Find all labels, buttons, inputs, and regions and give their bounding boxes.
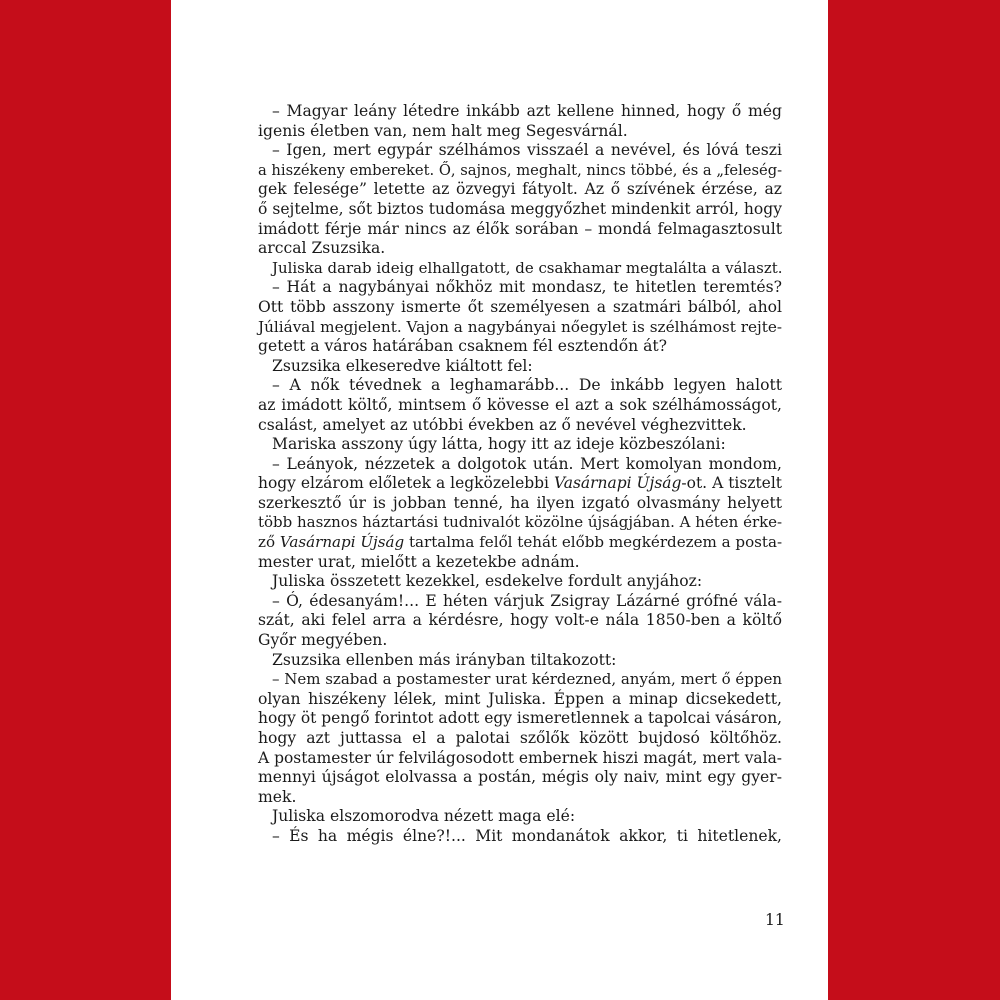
text-line: az imádott költő, mintsem ő kövesse el azt a sok szélhámosságot, (258, 395, 782, 414)
text-line: igenis életben van, nem halt meg Segesvárnál. (258, 121, 628, 140)
text-line: több hasznos háztartási tudnivalót közölne újságjában. A héten érke- (258, 513, 783, 532)
text-line (258, 533, 782, 553)
text-line: Ott több asszony ismerte őt személyesen a szatmári bálból, ahol (258, 297, 782, 316)
text-line: Juliska darab ideig elhallgatott, de csakhamar megtalálta a választ. (272, 258, 783, 277)
text-line: hogy azt juttassa el a palotai szőlők között bujdosó költőhöz. (258, 729, 782, 747)
text-line: Mariska asszony úgy látta, hogy itt az ideje közbeszólani: (272, 435, 726, 454)
text-line: mek. (258, 787, 297, 806)
newspaper-title: Vasárnapi Újság (279, 533, 405, 552)
newspaper-title: Vasárnapi Újság (553, 474, 682, 493)
text-line: Zsuzsika ellenben más irányban tiltakozott: (272, 650, 617, 669)
text-fragment: hogy elzárom előletek a legközelebbi (258, 474, 554, 493)
text-line: Zsuzsika elkeseredve kiáltott fel: (272, 356, 533, 375)
text-line: – Leányok, nézzetek a dolgotok után. Mert komolyan mondom, (272, 454, 782, 473)
text-line: imádott férje már nincs az élők sorában – mondá felmagasztosult (258, 219, 782, 238)
text-line: mester urat, mielőtt a kezetekbe adnám. (258, 552, 580, 571)
text-fragment: -ot. A tisztelt (681, 474, 783, 493)
text-line: getett a város határában csaknem fél esztendőn át? (258, 337, 668, 356)
text-line: – És ha mégis élne?!... Mit mondanátok akkor, ti hitetlenek, (272, 826, 782, 845)
text-line: olyan hiszékeny lélek, mint Juliska. Éppen a minap dicsekedett, (258, 689, 782, 708)
book-page (171, 0, 828, 1000)
text-line: csalást, amelyet az utóbbi években az ő nevével véghezvittek. (258, 415, 747, 434)
text-line: arccal Zsuzsika. (258, 239, 386, 258)
text-line: Győr megyében. (258, 631, 388, 650)
text-line: – Ó, édesanyám!... E héten várjuk Zsigray Lázárné grófné vála- (272, 591, 782, 610)
text-line: – Hát a nagybányai nőkhöz mit mondasz, te hitetlen teremtés? (272, 278, 782, 297)
text-line: A postamester úr felvilágosodott embernek hiszi magát, mert vala- (258, 748, 782, 767)
text-line: ő sejtelme, sőt biztos tudomása meggyőzhet mindenkit arról, hogy (258, 199, 782, 218)
text-line: szát, aki felel arra a kérdésre, hogy volt-e nála 1850-ben a költő (258, 611, 782, 630)
text-line: a hiszékeny embereket. Ő, sajnos, meghalt, nincs többé, és a „feleség- (258, 161, 783, 179)
text-line (258, 474, 782, 494)
text-fragment: ző (258, 533, 280, 552)
text-line: – Igen, mert egypár szélhámos visszaél a nevével, és lóvá teszi (272, 141, 782, 160)
text-line: Juliska elszomorodva nézett maga elé: (272, 807, 576, 826)
text-line: – Magyar leány létedre inkább azt kellene hinned, hogy ő még (272, 102, 782, 120)
text-line: – Nem szabad a postamester urat kérdezned, anyám, mert ő éppen (272, 670, 782, 689)
text-line: Júliával megjelent. Vajon a nagybányai nőegylet is szélhámost rejte- (258, 317, 782, 336)
text-fragment: tartalma felől tehát előbb megkérdezem a posta- (404, 533, 783, 552)
text-line: – A nők tévednek a leghamarább... De inkább legyen halott (272, 376, 782, 395)
text-line: mennyi újságot elolvassa a postán, mégis oly naiv, mint egy gyer- (258, 768, 782, 787)
body-text (258, 102, 782, 847)
text-line: gek felesége” letette az özvegyi fátyolt. Az ő szívének érzése, az (258, 180, 782, 199)
page-number: 11 (765, 911, 785, 929)
text-line: hogy öt pengő forintot adott egy ismeretlennek a tapolcai vásáron, (258, 709, 783, 728)
text-line: szerkesztő úr is jobban tenné, ha ilyen izgató olvasmány helyett (258, 493, 782, 512)
text-line: Juliska összetett kezekkel, esdekelve fordult anyjához: (272, 572, 703, 591)
